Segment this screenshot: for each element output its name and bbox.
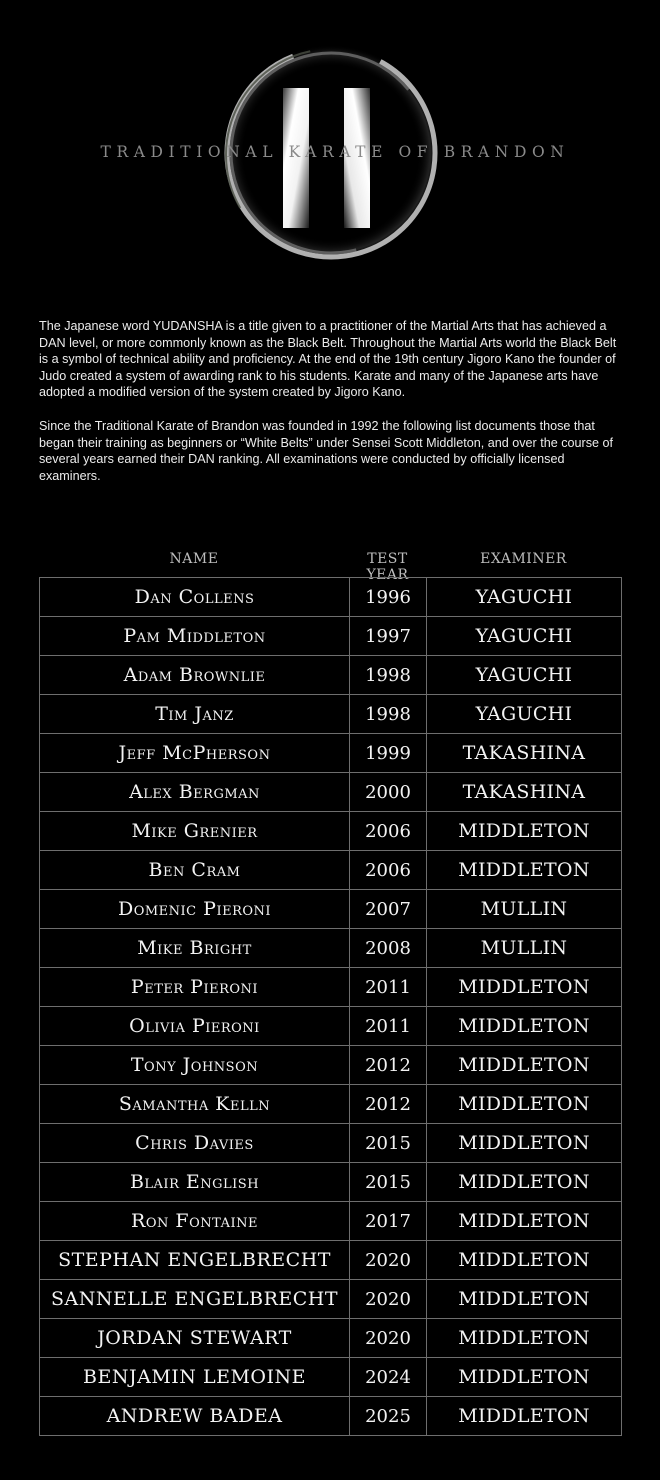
yudansha-table — [39, 577, 622, 1436]
table-row — [40, 812, 622, 851]
row-test-year: 2011 — [350, 968, 427, 1007]
row-test-year: 1999 — [350, 734, 427, 773]
row-name: Tony Johnson — [40, 1046, 350, 1085]
row-examiner: MIDDLETON — [427, 1046, 622, 1085]
row-examiner: MIDDLETON — [427, 1319, 622, 1358]
row-examiner: YAGUCHI — [427, 656, 622, 695]
row-test-year: 2006 — [350, 812, 427, 851]
column-header-test-year: TEST YEAR — [366, 551, 409, 583]
table-row — [40, 1280, 622, 1319]
column-header-name: NAME — [169, 551, 219, 567]
row-examiner: MIDDLETON — [427, 1163, 622, 1202]
row-test-year: 2007 — [350, 890, 427, 929]
row-test-year: 2006 — [350, 851, 427, 890]
row-examiner: TAKASHINA — [427, 734, 622, 773]
table-row — [40, 851, 622, 890]
row-test-year: 1998 — [350, 695, 427, 734]
table-row — [40, 617, 622, 656]
row-examiner: YAGUCHI — [427, 617, 622, 656]
table-row — [40, 890, 622, 929]
table-row — [40, 1046, 622, 1085]
row-test-year: 2020 — [350, 1241, 427, 1280]
table-row — [40, 1085, 622, 1124]
table-row — [40, 734, 622, 773]
row-name: Alex Bergman — [40, 773, 350, 812]
row-examiner: MULLIN — [427, 890, 622, 929]
row-examiner: MIDDLETON — [427, 851, 622, 890]
row-test-year: 2000 — [350, 773, 427, 812]
row-test-year: 2017 — [350, 1202, 427, 1241]
row-test-year: 2015 — [350, 1124, 427, 1163]
logo-wordmark: TRADITIONAL KARATE OF BRANDON — [100, 143, 570, 161]
row-name: Samantha Kelln — [40, 1085, 350, 1124]
row-name: Mike Grenier — [40, 812, 350, 851]
row-test-year: 2024 — [350, 1358, 427, 1397]
row-examiner: MULLIN — [427, 929, 622, 968]
row-test-year: 2020 — [350, 1319, 427, 1358]
row-test-year: 2012 — [350, 1046, 427, 1085]
row-test-year: 2020 — [350, 1280, 427, 1319]
row-examiner: TAKASHINA — [427, 773, 622, 812]
table-row — [40, 1319, 622, 1358]
row-examiner: YAGUCHI — [427, 695, 622, 734]
row-examiner: MIDDLETON — [427, 968, 622, 1007]
row-name: Dan Collens — [40, 578, 350, 617]
row-examiner: MIDDLETON — [427, 812, 622, 851]
row-examiner: YAGUCHI — [427, 578, 622, 617]
row-name: Ben Cram — [40, 851, 350, 890]
intro-paragraph-2: Since the Traditional Karate of Brandon was founded in 1992 the following list documents those that began their training as beginners or “White Belts” under Sensei Scott Middleton, and over the course of several years earned their DAN ranking. All examinations were conducted by officially licensed examiners. — [39, 418, 614, 483]
row-name: Mike Bright — [40, 929, 350, 968]
table-row — [40, 773, 622, 812]
row-test-year: 2011 — [350, 1007, 427, 1046]
row-test-year: 1998 — [350, 656, 427, 695]
row-test-year: 2012 — [350, 1085, 427, 1124]
row-name: JORDAN STEWART — [40, 1319, 350, 1358]
row-test-year: 1996 — [350, 578, 427, 617]
column-header-examiner: EXAMINER — [480, 551, 567, 567]
row-examiner: MIDDLETON — [427, 1007, 622, 1046]
row-name: ANDREW BADEA — [40, 1397, 350, 1436]
table-row — [40, 1202, 622, 1241]
table-row — [40, 1124, 622, 1163]
table-row — [40, 695, 622, 734]
table-row — [40, 1007, 622, 1046]
row-examiner: MIDDLETON — [427, 1397, 622, 1436]
row-name: Adam Brownlie — [40, 656, 350, 695]
table-row — [40, 1397, 622, 1436]
row-test-year: 2025 — [350, 1397, 427, 1436]
row-examiner: MIDDLETON — [427, 1202, 622, 1241]
row-name: Pam Middleton — [40, 617, 350, 656]
row-name: BENJAMIN LEMOINE — [40, 1358, 350, 1397]
row-name: SANNELLE ENGELBRECHT — [40, 1280, 350, 1319]
row-examiner: MIDDLETON — [427, 1358, 622, 1397]
row-name: STEPHAN ENGELBRECHT — [40, 1241, 350, 1280]
table-row — [40, 1358, 622, 1397]
row-test-year: 2015 — [350, 1163, 427, 1202]
row-test-year: 1997 — [350, 617, 427, 656]
table-row — [40, 968, 622, 1007]
row-name: Peter Pieroni — [40, 968, 350, 1007]
row-name: Chris Davies — [40, 1124, 350, 1163]
table-row — [40, 578, 622, 617]
intro-paragraph-1: The Japanese word YUDANSHA is a title given to a practitioner of the Martial Arts that has achieved a DAN level, or more commonly known as the Black Belt. Throughout the Martial Arts world the Black Belt is a symbol of technical ability and proficiency. At the end of the 19th century Jigoro Kano the founder of Judo created a system of awarding rank to his students. Karate and many of the Japanese arts have adopted a modified version of the system created by Jigoro Kano. — [39, 319, 617, 400]
row-name: Jeff McPherson — [40, 734, 350, 773]
row-examiner: MIDDLETON — [427, 1241, 622, 1280]
intro-text — [39, 318, 624, 501]
row-name: Tim Janz — [40, 695, 350, 734]
row-name: Blair English — [40, 1163, 350, 1202]
row-examiner: MIDDLETON — [427, 1280, 622, 1319]
logo — [0, 0, 660, 290]
table-row — [40, 1241, 622, 1280]
row-name: Olivia Pieroni — [40, 1007, 350, 1046]
row-name: Ron Fontaine — [40, 1202, 350, 1241]
yudansha-table-body — [40, 578, 622, 1436]
row-name: Domenic Pieroni — [40, 890, 350, 929]
row-test-year: 2008 — [350, 929, 427, 968]
table-row — [40, 656, 622, 695]
row-examiner: MIDDLETON — [427, 1124, 622, 1163]
table-row — [40, 929, 622, 968]
row-examiner: MIDDLETON — [427, 1085, 622, 1124]
table-row — [40, 1163, 622, 1202]
